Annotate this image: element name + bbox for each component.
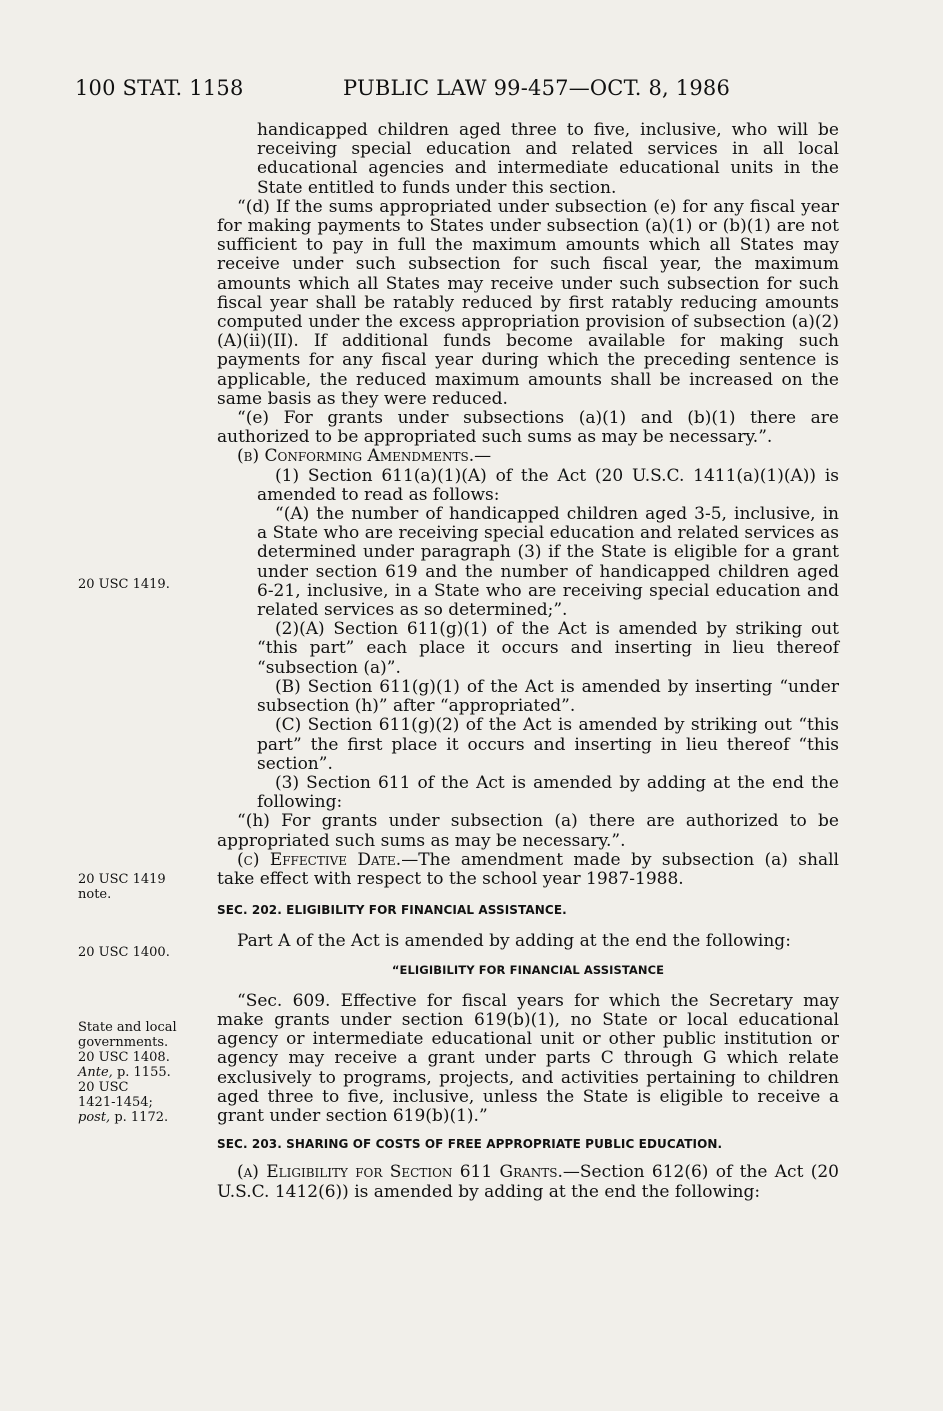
paragraph-text: —The amendment made by subsection (a) shall take effect with respect to the school year 1987-1988. [217, 849, 839, 889]
paragraph: “(A) the number of handicapped children aged 3-5, inclusive, in a State who are receiving special education and related services as determined under paragraph (3) if the State is eligible for a grant under section 619 and the number of handicapped children aged 6-21, inclusive, in a State who are receiving special education and related services as so determined;”. [257, 504, 839, 621]
margin-citation: 20 USC 1408. [78, 1050, 170, 1065]
margin-citation: 20 USC 1400. [78, 945, 170, 960]
section-heading: SEC. 202. ELIGIBILITY FOR FINANCIAL ASSISTANCE. [217, 903, 567, 918]
paragraph: (3) Section 611 of the Act is amended by adding at the end the following: [257, 772, 839, 813]
margin-citation: post, p. 1172. [78, 1110, 169, 1125]
paragraph: “(e) For grants under subsections (a)(1) and (b)(1) there are authorized to be appropriated such sums as may be necessary.”. [217, 408, 839, 448]
section-heading: SEC. 203. SHARING OF COSTS OF FREE APPROPRIATE PUBLIC EDUCATION. [217, 1137, 723, 1152]
effective-date-label: (c) Effective Date. [237, 849, 402, 870]
center-heading: “ELIGIBILITY FOR FINANCIAL ASSISTANCE [391, 962, 665, 977]
page-law-title: PUBLIC LAW 99-457—OCT. 8, 1986 [343, 76, 731, 100]
paragraph: (2)(A) Section 611(g)(1) of the Act is amended by striking out “this part” each place it occurs and inserting in lieu thereof “subsection (a)”. [257, 619, 839, 678]
margin-note [78, 872, 208, 902]
subsection-label: (a) Eligibility for Section 611 Grants. [237, 1162, 563, 1183]
margin-note [78, 1020, 208, 1125]
margin-citation: Ante, p. 1155. [78, 1065, 171, 1080]
paragraph: handicapped children aged three to five, inclusive, who will be receiving special education and related services in all local educational agencies and intermediate educational units in the State entitled to funds under this section. [257, 120, 839, 198]
paragraph-text: (1) Section 611(a)(1)(A) of the Act (20 U.S.C. 1411(a)(1)(A)) is amended to read as follows: [257, 465, 839, 505]
margin-citation: note. [78, 887, 112, 902]
subsection-heading [217, 447, 839, 466]
body-text [217, 121, 839, 1202]
paragraph: “(h) For grants under subsection (a) there are authorized to be appropriated such sums as may be necessary.”. [217, 811, 839, 851]
page-stat-number: 100 STAT. 1158 [75, 76, 244, 100]
paragraph [217, 467, 839, 505]
margin-note [78, 577, 208, 592]
margin-citation: governments. [78, 1035, 169, 1050]
margin-citation: 20 USC 1419. [78, 577, 170, 592]
paragraph: Part A of the Act is amended by adding at the end the following: [237, 931, 791, 952]
paragraph [217, 851, 839, 889]
paragraph: “Sec. 609. Effective for fiscal years for which the Secretary may make grants under section 619(b)(1), no State or local educational agency or intermediate educational unit or other public institution or agency may receive a grant under parts C through G which relate exclusively to programs, projects, and activities pertaining to children aged three to five, inclusive, unless the State is eligible to receive a grant under section 619(b)(1).” [217, 990, 839, 1126]
margin-citation: 1421-1454; [78, 1095, 153, 1110]
subsection-label: (b) Conforming Amendments.— [237, 446, 492, 467]
margin-note [78, 945, 208, 960]
paragraph: (B) Section 611(g)(1) of the Act is amended by inserting “under subsection (h)” after “appropriated”. [257, 676, 839, 717]
paragraph-text: —Section 612(6) of the Act (20 U.S.C. 1412(6)) is amended by adding at the end the following: [217, 1162, 839, 1202]
margin-citation: State and local [78, 1020, 177, 1035]
paragraph: “(d) If the sums appropriated under subsection (e) for any fiscal year for making payments to States under subsection (a)(1) or (b)(1) are not sufficient to pay in full the maximum amounts which all States may receive under such subsection for such fiscal year, the maximum amounts which all States may receive under such subsection for such fiscal year shall be ratably reduced by first ratably reducing amounts computed under the excess appropriation provision of subsection (a)(2)(A)(ii)(II). If additional funds become available for making such payments for any fiscal year during which the preceding sentence is applicable, the reduced maximum amounts shall be increased on the same basis as they were reduced. [217, 196, 839, 409]
margin-citation: 20 USC 1419 [78, 872, 166, 887]
paragraph [217, 1163, 839, 1201]
margin-citation: 20 USC [78, 1080, 129, 1095]
paragraph: (C) Section 611(g)(2) of the Act is amended by striking out “this part” the first place it occurs and inserting in lieu thereof “this section”. [257, 715, 839, 774]
